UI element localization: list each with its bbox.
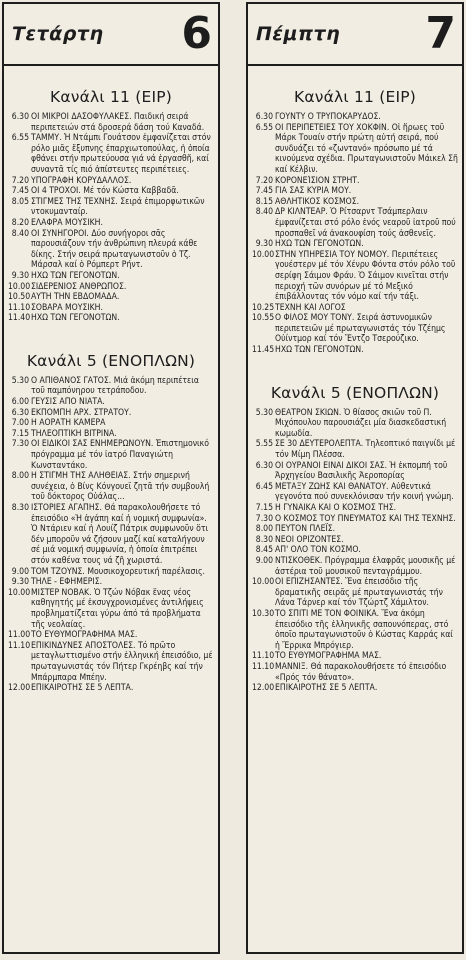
program-description: Ο ΑΠΙΘΑΝΟΣ ΓΑΤΟΣ. Μιά ἀκόμη περιπέτεια τοῦ παμπόνηρου τετράποδου. [31, 375, 199, 397]
program-description: Ο ΚΟΣΜΟΣ ΤΟΥ ΠΝΕΥΜΑΤΟΣ ΚΑΙ ΤΗΣ ΤΕΧΝΗΣ. [275, 513, 456, 524]
program-description: ΕΠΙΚΑΙΡΟΤΗΣ ΣΕ 5 ΛΕΠΤΑ. [31, 683, 134, 694]
program-description: ΤΗΛΕ - ΕΦΗΜΕΡΙΣ. [31, 577, 103, 588]
program-description: ΙΣΤΟΡΙΕΣ ΑΓΑΠΗΣ. Θά παρακολουθήσετε τό ἐπεισόδιο «Ἡ ἀγάπη καί ἡ νομική συμφωνία». Ὁ Ντάριεν καί ἡ Λουίζ Πάτρικ συμφωνοῦν ὅτι δέν μποροῦν νά ζήσουν μαζί καί καταλήγουν σέ μιά νομική συμφωνία, ἡ ὁποία ἐπιτρέπει στόν καθένα τους νά ζῆ χωριστά. [31, 503, 209, 566]
program-description: ΕΠΙΚΑΙΡΟΤΗΣ ΣΕ 5 ΛΕΠΤΑ. [275, 683, 378, 694]
program-description: ΤΟ ΕΥΘΥΜΟΓΡΑΦΗΜΑ ΜΑΣ. [275, 651, 382, 662]
program-time: 7.45 [11, 186, 29, 197]
program-time: 9.30 [255, 239, 273, 250]
program-description: ΑΘΛΗΤΙΚΟΣ ΚΟΣΜΟΣ. [275, 196, 360, 207]
program-row [252, 408, 458, 440]
program-description: ΤΟ ΣΠΙΤΙ ΜΕ ΤΟΝ ΦΟΙΝΙΚΑ. Ἕνα ἀκόμη ἐπεισόδιο τῆς ἑλληνικῆς σαπουνόπερας, στό ὁποῖο πρωταγωνιστοῦν ὁ Κώστας Καρράς καί ἡ Ἔρρικα Μπρόγιερ. [275, 608, 453, 651]
program-row [8, 313, 214, 324]
program-row [8, 292, 214, 303]
program-time: 8.20 [11, 217, 29, 228]
program-time: 8.00 [255, 524, 273, 535]
program-time: 7.30 [255, 513, 273, 524]
program-row [252, 186, 458, 197]
program-row [252, 662, 458, 683]
program-row [252, 503, 458, 514]
program-list [4, 112, 218, 324]
day-name: Τετάρτη [12, 23, 104, 45]
program-row [252, 556, 458, 577]
program-time: 10.00 [252, 249, 275, 260]
schedule-body [248, 88, 462, 694]
program-row [8, 133, 214, 175]
program-time: 5.55 [255, 439, 273, 450]
program-description: Ο ΦΙΛΟΣ ΜΟΥ ΤΟΝΥ. Σειρά ἀστυνομικῶν περιπετειῶν μέ πρωταγωνιστάς τόν Τζέημς Οὐίντμορ καί τόν Ἔντζο Τσερούζικο. [275, 313, 446, 345]
program-description: ΑΥΤΗ ΤΗΝ ΕΒΔΟΜΑΔΑ. [31, 292, 120, 303]
program-row [252, 545, 458, 556]
program-time: 8.30 [255, 534, 273, 545]
program-time: 8.00 [11, 471, 29, 482]
program-description: ΟΙ ΜΙΚΡΟΙ ΔΑΣΟΦΥΛΑΚΕΣ. Παιδική σειρά περιπετειών στά δροσερά δάση τού Καναδά. [31, 112, 205, 133]
program-description: ΟΙ ΠΕΡΙΠΕΤΕΙΕΣ ΤΟΥ ΧΟΚΦΙΝ. Οἱ ἥρωες τοῦ Μάρκ Τουαίν στήν πρώτη αὐτή σειρά, πού συνδυάζει τό «ζωντανό» πρόσωπο μέ τά κινούμενα σχέδια. Πρωταγωνιστοῦν Μάικελ Σῆ καί Κέλβιν. [275, 122, 458, 175]
program-row [8, 112, 214, 133]
program-time: 10.55 [252, 313, 275, 324]
program-row [252, 345, 458, 356]
program-description: ΕΚΠΟΜΠΗ ΑΡΧ. ΣΤΡΑΤΟΥ. [31, 407, 132, 418]
program-row [252, 683, 458, 694]
program-row [252, 239, 458, 250]
program-description: ΝΤΙΣΚΟΘΕΚ. Πρόγραμμα ἐλαφρᾶς μουσικῆς μέ ἀστέρια τοῦ μουσικοῦ πενταγράμμου. [275, 555, 456, 577]
day-column-wednesday [2, 2, 220, 954]
program-description: Η ΑΟΡΑΤΗ ΚΑΜΕΡΑ [31, 418, 106, 429]
program-description: ΓΟΥΝΤΥ Ο ΤΡΥΠΟΚΑΡΥΔΟΣ. [275, 112, 381, 122]
program-row [252, 313, 458, 345]
program-time: 7.15 [11, 428, 29, 439]
program-row [8, 630, 214, 641]
program-description: ΝΕΟΙ ΟΡΙΖΟΝΤΕΣ. [275, 534, 344, 545]
program-description: ΣΙΔΕΡΕΝΙΟΣ ΑΝΘΡΩΠΟΣ. [31, 281, 127, 292]
program-row [252, 176, 458, 187]
program-description: ΓΙΑ ΣΑΣ ΚΥΡΙΑ ΜΟΥ. [275, 186, 352, 197]
program-description: ΣΤΙΓΜΕΣ ΤΗΣ ΤΕΧΝΗΣ. Σειρά ἐπιμορφωτικῶν ντοκυμανταίρ. [31, 196, 205, 218]
program-description: Η ΣΤΙΓΜΗ ΤΗΣ ΑΛΗΘΕΙΑΣ. Στήν σημερινή συνέχεια, ὁ Βίνς Κόνγουεϊ ζητᾶ τήν συμβουλή τοῦ δόκτορος Οὐάλας... [31, 471, 210, 503]
program-description: ΜΑΝΝΙΞ. Θά παρακολουθήσετε τό ἐπεισόδιο «Πρός τόν θάνατο». [275, 661, 447, 683]
program-description: ΕΛΑΦΡΑ ΜΟΥΣΙΚΗ. [31, 217, 103, 228]
program-row [8, 176, 214, 187]
program-row [252, 439, 458, 460]
program-time: 6.55 [255, 122, 273, 133]
program-description: ΟΙ ΕΙΔΙΚΟΙ ΣΑΣ ΕΝΗΜΕΡΩΝΟΥΝ. Ἐπιστημονικό πρόγραμμα μέ τόν ἰατρό Παναγιώτη Κωνσταντάκο. [31, 439, 209, 471]
program-time: 6.30 [255, 112, 273, 122]
program-time: 6.55 [11, 133, 29, 144]
program-time: 8.30 [11, 503, 29, 513]
program-description: ΟΙ ΕΠΙΖΗΣΑΝΤΕΣ. Ἕνα ἐπεισόδιο τῆς δραματικῆς σειρᾶς μέ πρωταγωνιστάς τήν Λάνα Τάρνερ καί τόν Τζώρτζ Χάμιλτον. [275, 577, 444, 609]
day-name: Πέμπτη [256, 23, 341, 45]
program-time: 10.25 [252, 302, 275, 313]
program-time: 8.15 [255, 196, 273, 207]
program-list [4, 376, 218, 694]
program-row [8, 303, 214, 314]
program-row [8, 186, 214, 197]
program-time: 10.00 [252, 577, 275, 588]
schedule-body [4, 88, 218, 694]
program-description: ΣΕ 30 ΔΕΥΤΕΡΟΛΕΠΤΑ. Τηλεοπτικό παιγνίδι μέ τόν Μίμη Πλέσσα. [275, 439, 456, 461]
day-header [4, 4, 218, 66]
program-row [252, 112, 458, 123]
program-description: ΣΟΒΑΡΑ ΜΟΥΣΙΚΗ. [31, 302, 103, 313]
program-time: 7.20 [11, 175, 29, 186]
program-row [8, 408, 214, 419]
day-number: 7 [425, 8, 456, 59]
program-time: 8.45 [255, 545, 273, 556]
program-description: ΚΟΡΟΝΕΊΣΙΟΝ ΣΤΡΗΤ. [275, 175, 360, 186]
program-time: 11.00 [8, 630, 31, 641]
day-column-thursday [246, 2, 464, 954]
program-description: ΠΕΥΤΟΝ ΠΛΕΪΣ. [275, 524, 336, 535]
program-time: 7.45 [255, 186, 273, 197]
program-time: 11.10 [8, 640, 31, 651]
program-row [252, 197, 458, 208]
program-row [8, 503, 214, 567]
program-time: 6.45 [255, 481, 273, 492]
channel-heading: Κανάλι 5 (ΕΝΟΠΛΩΝ) [26, 351, 196, 370]
program-time: 8.05 [11, 196, 29, 207]
program-time: 10.30 [252, 608, 275, 619]
program-row [8, 567, 214, 578]
program-description: ΤΕΧΝΗ ΚΑΙ ΛΟΓΟΣ [275, 302, 346, 313]
program-time: 7.20 [255, 175, 273, 186]
program-row [252, 651, 458, 662]
program-description: ΤΑΜΜΥ. Ἡ Ντάμπι Γουάτσον ἐμφανίζεται στόν ρόλο μιᾶς ἔξυπνης ἐπαρχιωτοπούλας, ἡ ὁποία φθάνει στήν πρωτεύουσα γιά νά ἐργασθῆ, καί συναντᾶ τίς πιό ἀπίστευτες περιπέτειες. [31, 133, 211, 175]
channel-heading: Κανάλι 5 (ΕΝΟΠΛΩΝ) [270, 383, 440, 402]
program-row [252, 524, 458, 535]
program-time: 12.00 [8, 683, 31, 694]
program-time: 11.10 [8, 302, 31, 313]
program-time: 10.50 [8, 292, 31, 303]
program-time: 9.30 [11, 577, 29, 588]
day-number: 6 [181, 8, 212, 59]
program-description: ΘΕΑΤΡΟΝ ΣΚΙΩΝ. Ὁ θίασος σκιῶν τοῦ Π. Μιχόπουλου παρουσιάζει μία διασκεδαστική κωμωδία. [275, 407, 447, 439]
program-time: 7.15 [255, 503, 273, 513]
program-row [252, 514, 458, 525]
program-description: ΟΙ ΣΥΝΗΓΟΡΟΙ. Δύο συνήγοροι σᾶς παρουσιάζουν τήν ἀνθρώπινη πλευρά κάθε δίκης. Στήν σειρά πρωταγωνιστοῦν ὁ Τζ. Μάρσαλ καί ὁ Ρόμπερτ Ρήντ. [31, 228, 198, 271]
program-row [8, 418, 214, 429]
program-description: ΟΙ ΟΥΡΑΝΟΙ ΕΙΝΑΙ ΔΙΚΟΙ ΣΑΣ. Ἡ ἐκπομπή τοῦ Ἀρχηγείου Βασιλικῆς Ἀεροπορίας [275, 460, 448, 482]
program-list [248, 112, 462, 356]
program-row [252, 609, 458, 651]
program-description: ΟΙ 4 ΤΡΟΧΟΙ. Μέ τόν Κώστα Καββαδᾶ. [31, 186, 179, 197]
program-row [8, 577, 214, 588]
program-time: 6.30 [11, 112, 29, 122]
program-row [8, 282, 214, 293]
program-time: 8.40 [11, 228, 29, 239]
program-row [8, 218, 214, 229]
program-time: 10.00 [8, 587, 31, 598]
program-row [8, 439, 214, 471]
program-description: ΔΡ ΚΙΛΝΤΕΑΡ. Ὁ Ρίτσαρντ Τσάμπερλαιν ἐμφανίζεται στό ρόλο ἑνός νεαροῦ ἰατροῦ πού προσπαθεῖ νά ἀνακουφίση τούς ἀσθενεῖς. [275, 207, 456, 239]
program-row [8, 588, 214, 630]
program-description: ΗΧΩ ΤΩΝ ΓΕΓΟΝΟΤΩΝ. [31, 313, 120, 324]
program-description: ΤΗΛΕΟΠΤΙΚΗ ΒΙΤΡΙΝΑ. [31, 428, 117, 439]
program-time: 6.30 [255, 460, 273, 471]
program-time: 11.45 [252, 345, 275, 356]
program-description: ΓΕΥΣΙΣ ΑΠΟ ΝΙΑΤΑ. [31, 397, 105, 408]
program-row [252, 250, 458, 303]
program-description: ΑΠ' ΟΛΟ ΤΟΝ ΚΟΣΜΟ. [275, 545, 361, 556]
program-time: 5.30 [255, 407, 273, 418]
program-time: 9.30 [11, 270, 29, 281]
program-row [252, 535, 458, 546]
program-row [252, 461, 458, 482]
program-description: ΗΧΩ ΤΩΝ ΓΕΓΟΝΟΤΩΝ. [31, 270, 120, 281]
program-row [8, 471, 214, 503]
program-row [8, 376, 214, 397]
program-time: 7.00 [11, 418, 29, 429]
program-description: ΥΠΟΓΡΑΦΗ ΚΟΡΥΔΑΛΛΟΣ. [31, 175, 132, 186]
program-row [252, 577, 458, 609]
program-time: 6.30 [11, 407, 29, 418]
program-time: 7.30 [11, 439, 29, 450]
program-time: 11.40 [8, 313, 31, 324]
program-row [252, 123, 458, 176]
day-header [248, 4, 462, 66]
program-row [8, 271, 214, 282]
program-time: 9.00 [255, 555, 273, 566]
program-time: 12.00 [252, 683, 275, 694]
program-description: ΕΠΙΚΙΝΔΥΝΕΣ ΑΠΟΣΤΟΛΕΣ. Τό πρῶτο μεταγλωττισμένο στήν ἑλληνική ἐπεισόδιο, μέ πρωταγωνιστάς τόν Πήτερ Γκρέηβς καί τήν Μπάρμπαρα Μπέην. [31, 640, 213, 683]
channel-heading: Κανάλι 11 (ΕΙΡ) [49, 88, 173, 106]
program-row [8, 197, 214, 218]
program-description: ΗΧΩ ΤΩΝ ΓΕΓΟΝΟΤΩΝ. [275, 239, 364, 250]
program-time: 9.00 [11, 566, 29, 577]
program-list [248, 408, 462, 694]
program-description: ΗΧΩ ΤΩΝ ΓΕΓΟΝΟΤΩΝ. [275, 345, 364, 356]
program-time: 8.40 [255, 207, 273, 218]
program-time: 5.30 [11, 375, 29, 386]
program-row [8, 229, 214, 271]
program-row [252, 482, 458, 503]
program-description: ΤΟΜ ΤΖΟΥΝΣ. Μουσικοχορευτική παρέλασις. [31, 566, 205, 577]
program-row [252, 303, 458, 314]
program-time: 6.00 [11, 397, 29, 408]
channel-heading: Κανάλι 11 (ΕΙΡ) [293, 88, 417, 106]
program-description: ΣΤΗΝ ΥΠΗΡΕΣΙΑ ΤΟΥ ΝΟΜΟΥ. Περιπέτειες γουέστερν μέ τόν Χένρυ Φόντα στόν ρόλο τοῦ σερίφη Σάιμον Φράυ. Ὁ Σάιμον κινεῖται στήν περιοχή τῶν συνόρων μέ τό Μεξικό ἐπιβάλλοντας τόν νόμο καί τήν τάξι. [275, 249, 456, 303]
program-row [8, 641, 214, 683]
program-time: 11.10 [252, 651, 275, 662]
program-time: 10.00 [8, 281, 31, 292]
program-description: ΤΟ ΕΥΘΥΜΟΓΡΑΦΗΜΑ ΜΑΣ. [31, 630, 138, 641]
program-row [8, 429, 214, 440]
program-row [8, 683, 214, 694]
program-description: ΜΕΤΑΞΥ ΖΩΗΣ ΚΑΙ ΘΑΝΑΤΟΥ. Αὐθεντικά γεγονότα πού συνεκλόνισαν τήν κοινή γνώμη. [275, 481, 454, 503]
program-time: 11.10 [252, 661, 275, 672]
program-description: Η ΓΥΝΑΙΚΑ ΚΑΙ Ο ΚΟΣΜΟΣ ΤΗΣ. [275, 503, 397, 513]
program-row [252, 207, 458, 239]
program-row [8, 397, 214, 408]
program-description: ΜΙΣΤΕΡ ΝΟΒΑΚ. Ὁ Τζών Νόβακ ἕνας νέος καθηγητής μέ ἐκσυγχρονισμένες ἀντιλήψεις προβληματίζεται γύρω ἀπό τά προβλήματα τῆς νεολαίας. [31, 587, 204, 630]
